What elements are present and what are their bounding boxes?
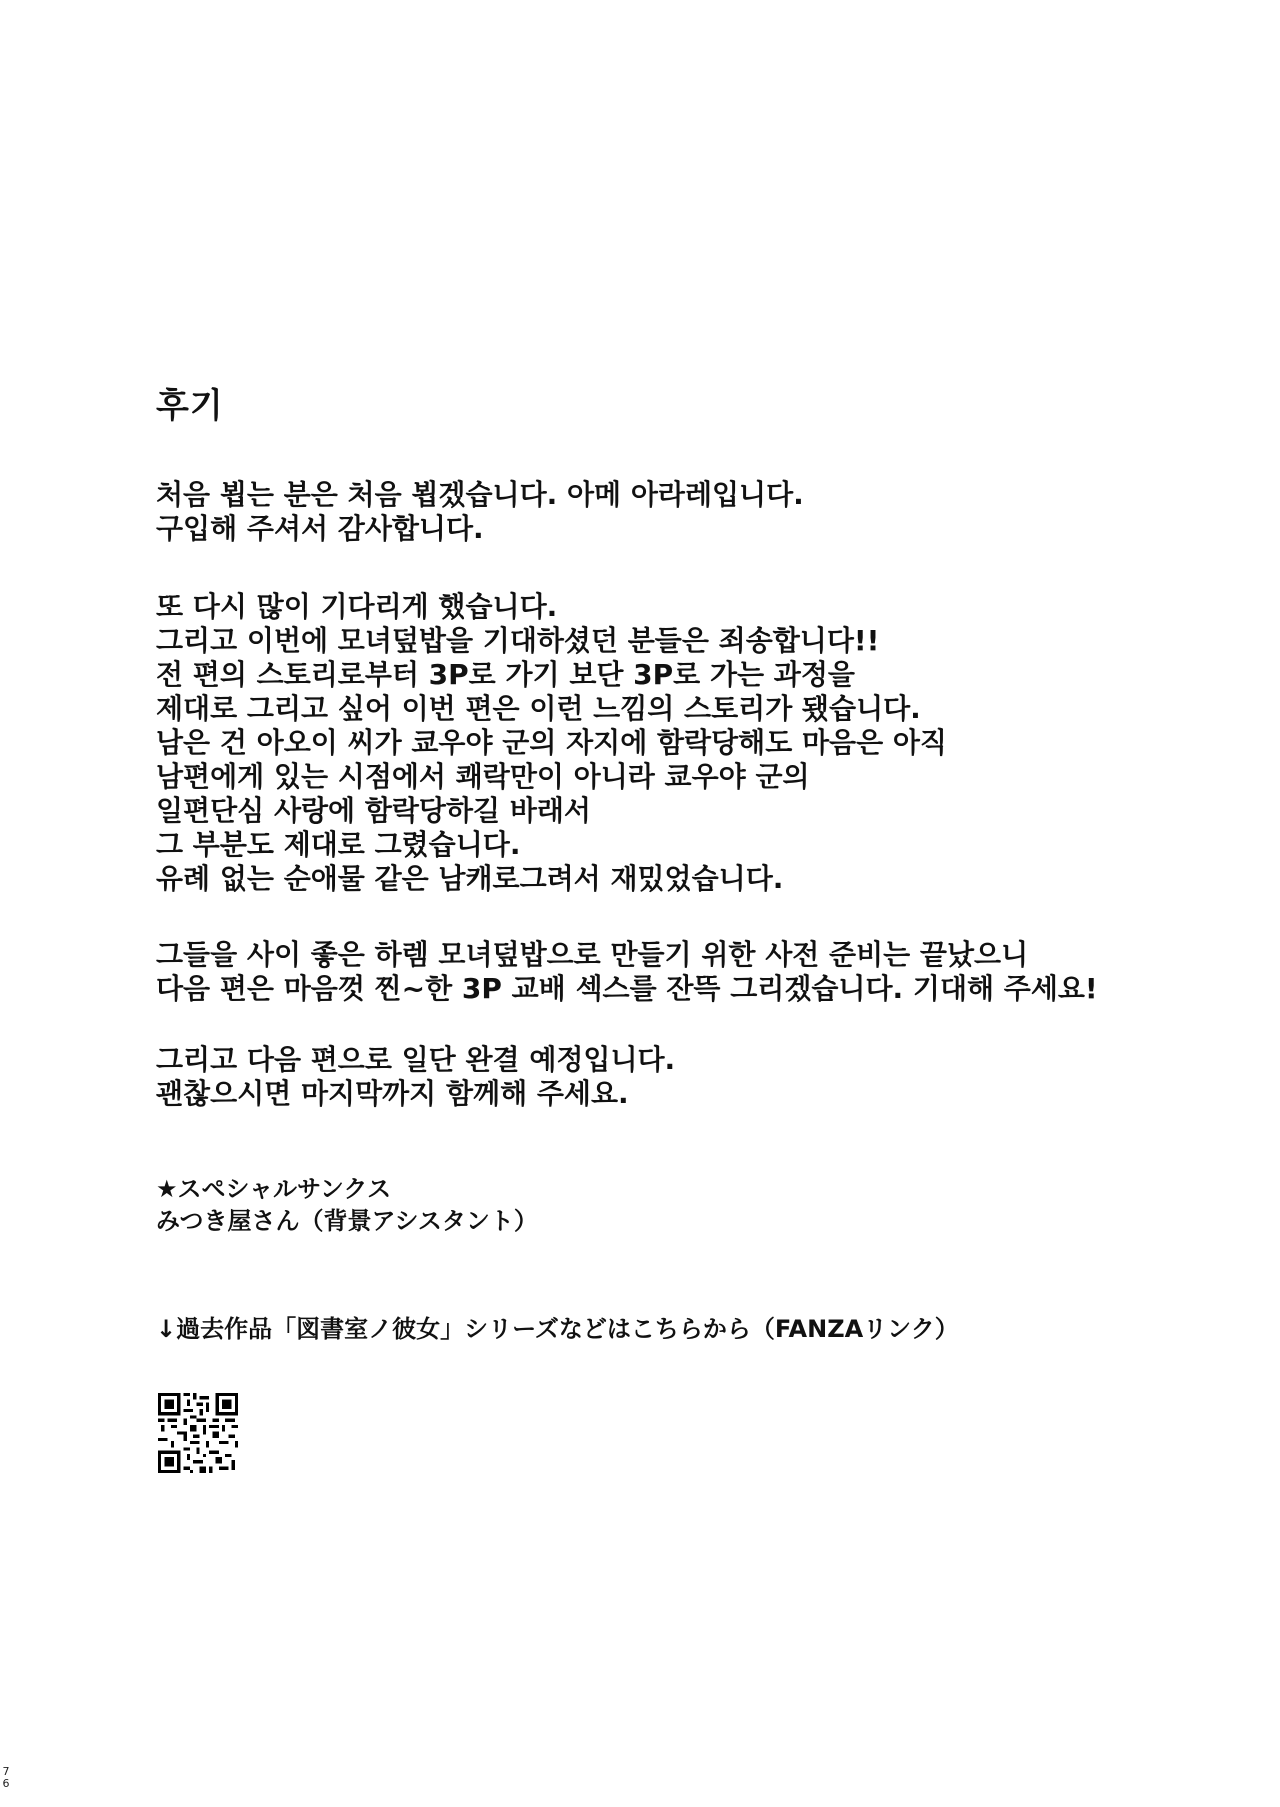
text-line: 그 부분도 제대로 그렸습니다. <box>156 828 521 861</box>
text-line: 구입해 주셔서 감사합니다. <box>156 512 484 545</box>
special-thanks-name: みつき屋さん（背景アシスタント） <box>156 1207 538 1235</box>
text-line: 그리고 다음 편으로 일단 완결 예정입니다. <box>156 1043 676 1076</box>
text-line: 다음 편은 마음껏 찐~한 3P 교배 섹스를 잔뜩 그리겠습니다. 기대해 주세요! <box>156 972 1098 1005</box>
text-line: 유례 없는 순애물 같은 남캐로그려서 재밌었습니다. <box>156 862 784 895</box>
page-number-digit: 7 <box>2 1765 10 1778</box>
fanza-link-text: ↓過去作品「図書室ノ彼女」シリーズなどはこちらから（FANZAリンク） <box>156 1315 959 1343</box>
text-line: 남은 건 아오이 씨가 쿄우야 군의 자지에 함락당해도 마음은 아직 <box>156 726 947 759</box>
paragraph-next-volume <box>156 938 1156 1006</box>
paragraph-story <box>156 590 1156 896</box>
text-line: 제대로 그리고 싶어 이번 편은 이런 느낌의 스토리가 됐습니다. <box>156 692 921 725</box>
text-line: 그리고 이번에 모녀덮밥을 기대하셨던 분들은 죄송합니다!! <box>156 624 880 657</box>
paragraph-greeting <box>156 478 1156 546</box>
paragraph-ending <box>156 1043 1156 1111</box>
text-line: 일편단심 사랑에 함락당하길 바래서 <box>156 794 591 827</box>
page-number <box>2 1766 10 1790</box>
text-line: 처음 뵙는 분은 처음 뵙겠습니다. 아메 아라레입니다. <box>156 478 804 511</box>
page-title: 후기 <box>156 386 224 426</box>
text-line: 남편에게 있는 시점에서 쾌락만이 아니라 쿄우야 군의 <box>156 760 810 793</box>
special-thanks <box>156 1173 538 1237</box>
text-line: 전 편의 스토리로부터 3P로 가기 보단 3P로 가는 과정을 <box>156 658 855 691</box>
text-line: 괜찮으시면 마지막까지 함께해 주세요. <box>156 1077 629 1110</box>
page-number-digit: 6 <box>2 1777 10 1790</box>
text-line: 또 다시 많이 기다리게 했습니다. <box>156 590 558 623</box>
qr-code-icon[interactable] <box>158 1393 238 1473</box>
text-line: 그들을 사이 좋은 하렘 모녀덮밥으로 만들기 위한 사전 준비는 끝났으니 <box>156 938 1029 971</box>
special-thanks-heading: ★スペシャルサンクス <box>156 1175 392 1203</box>
